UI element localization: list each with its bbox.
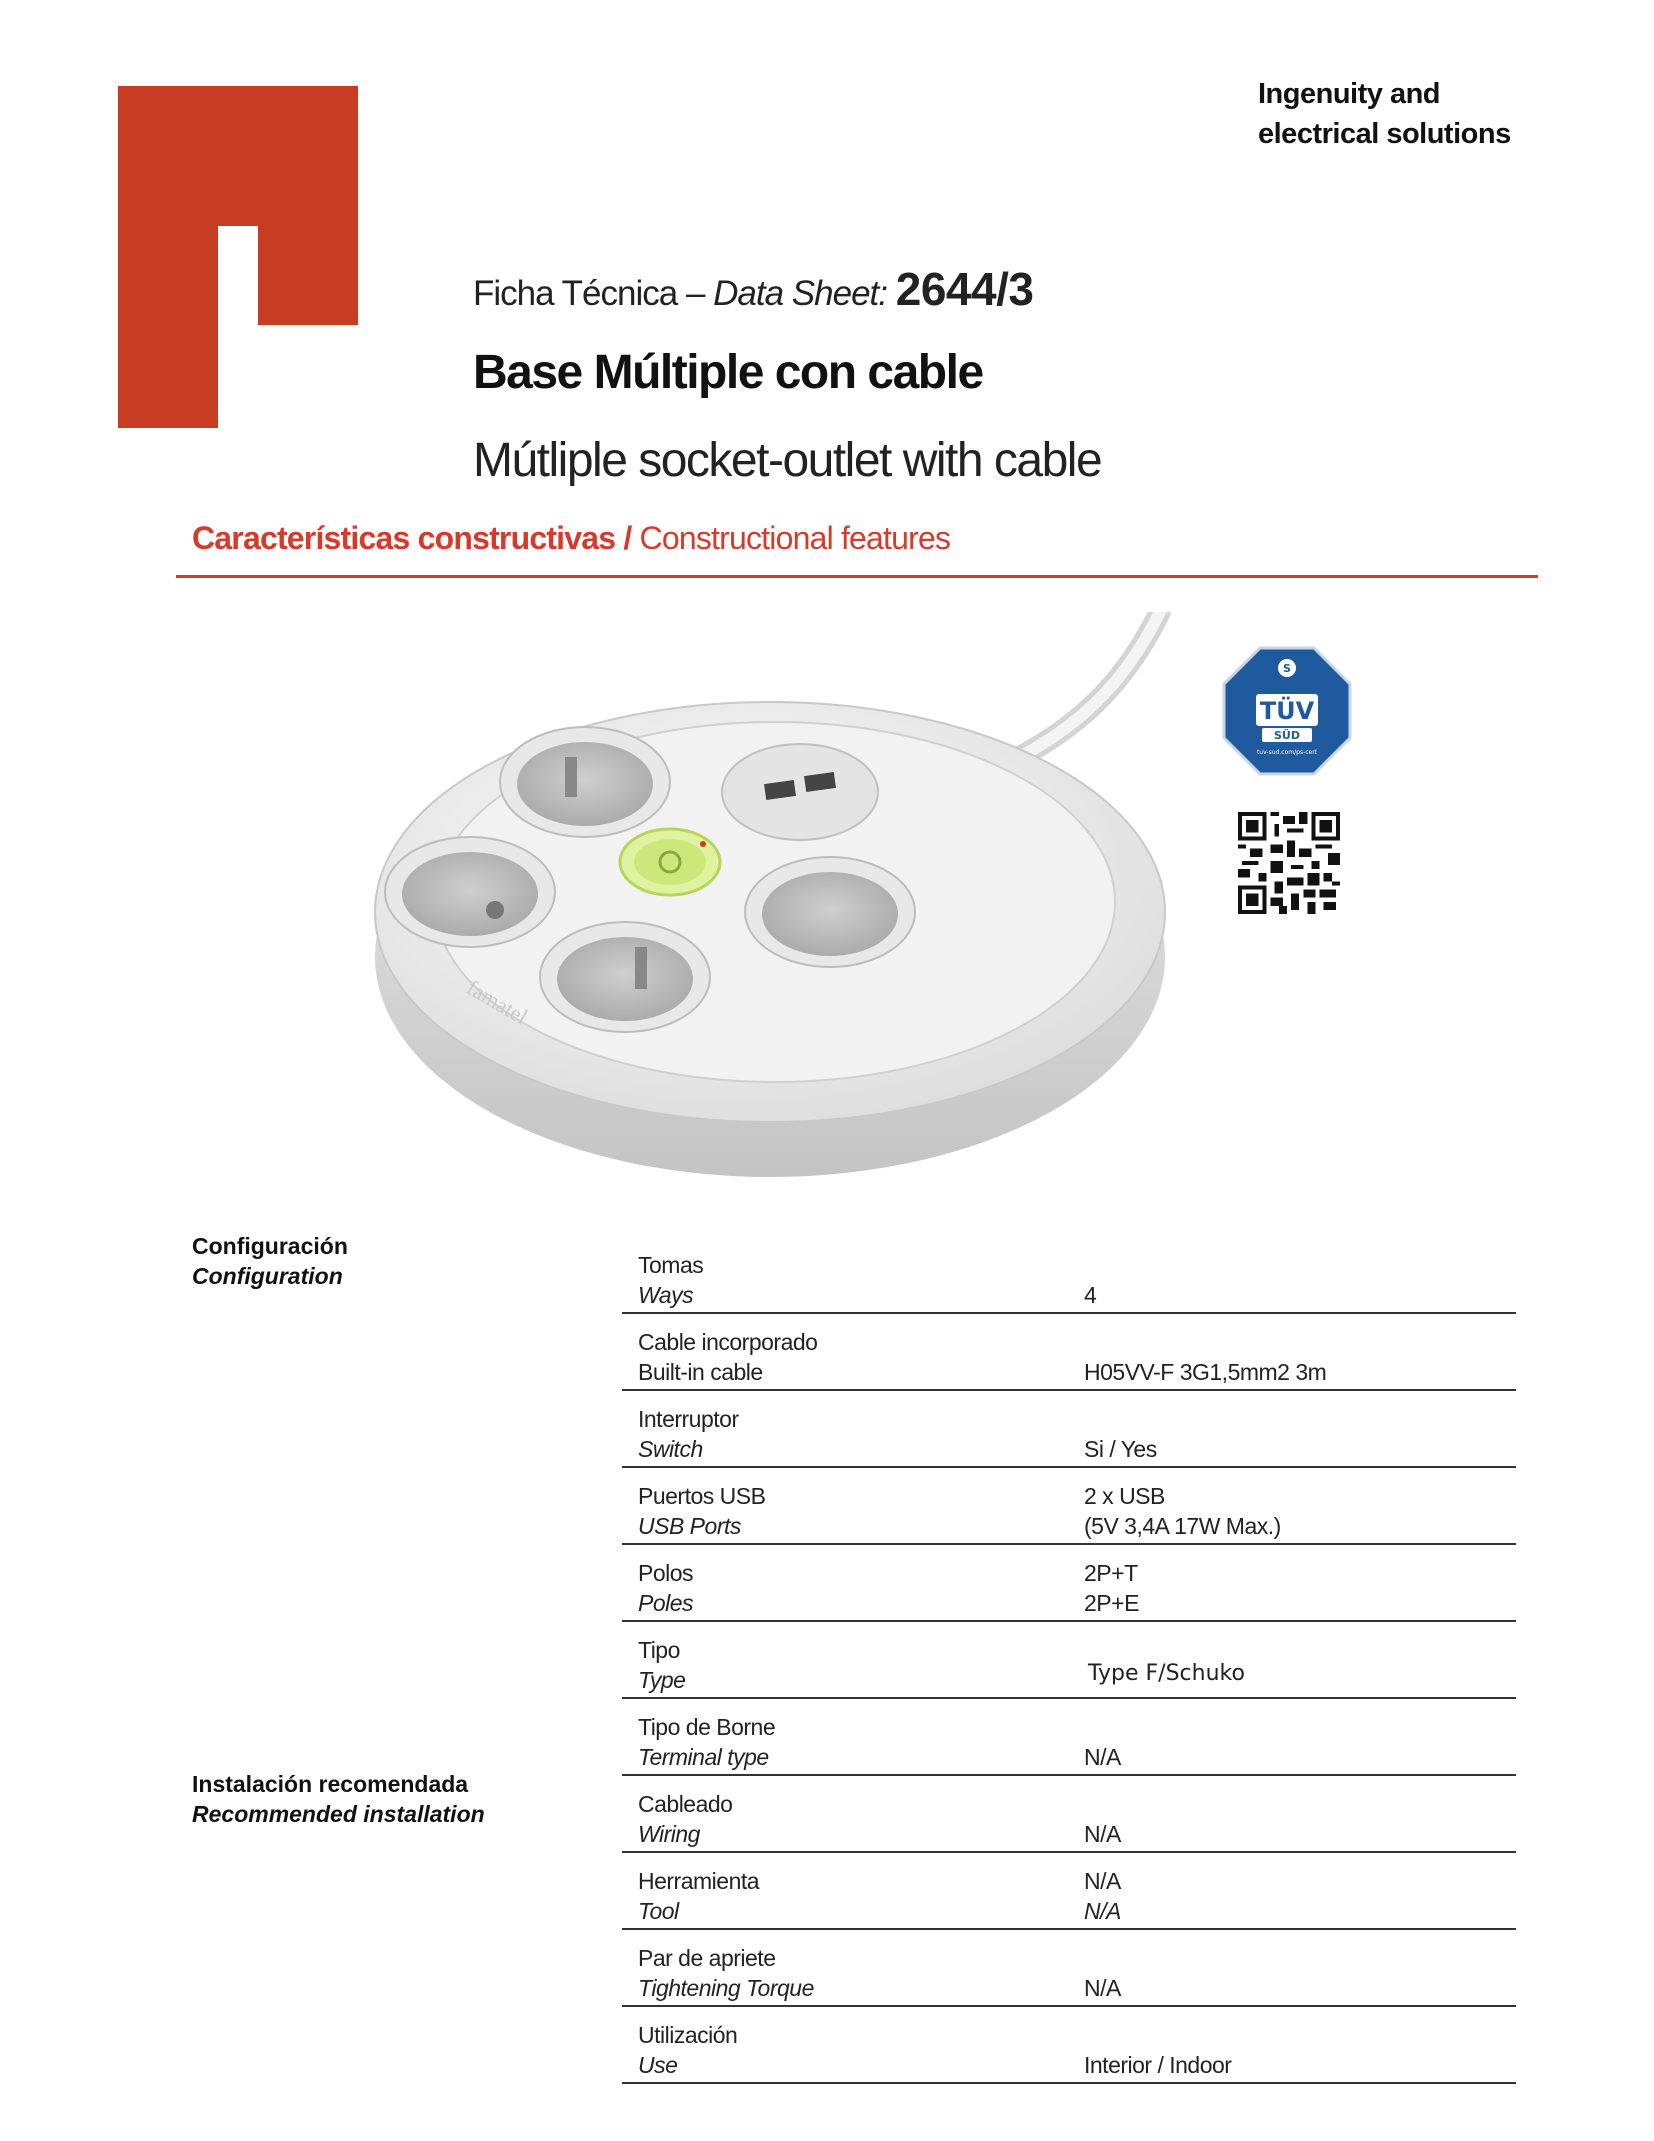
- spec-row-ways: [622, 1237, 1516, 1314]
- svg-text:famatel: famatel: [462, 974, 533, 1030]
- spec-key-en: Tightening Torque: [638, 1975, 814, 2001]
- spec-value-2: N/A: [1084, 1898, 1121, 1924]
- spec-table: [622, 1237, 1516, 2084]
- spec-value: 2 x USB: [1084, 1483, 1165, 1509]
- section-divider: [176, 575, 1538, 578]
- configuration-label-es: Configuración: [192, 1233, 348, 1259]
- spec-row-terminal: [622, 1699, 1516, 1776]
- installation-label: [192, 1769, 485, 1829]
- spec-key-es: Cableado: [638, 1791, 733, 1817]
- spec-key-en: USB Ports: [638, 1513, 741, 1539]
- spec-value: 2P+T: [1084, 1560, 1138, 1586]
- spec-row-use: [622, 2007, 1516, 2084]
- section-heading: [192, 520, 950, 557]
- spec-key-es: Polos: [638, 1560, 694, 1586]
- spec-value: Si / Yes: [1084, 1436, 1157, 1462]
- spec-key-en: Poles: [638, 1590, 694, 1616]
- spec-key-es: Tomas: [638, 1252, 704, 1278]
- configuration-label: [192, 1231, 348, 1291]
- spec-key-en: Built-in cable: [638, 1359, 763, 1385]
- spec-row-cable: [622, 1314, 1516, 1391]
- section-title-es: Características constructivas /: [192, 520, 640, 556]
- spec-key-es: Tipo: [638, 1637, 680, 1663]
- spec-key-es: Tipo de Borne: [638, 1714, 776, 1740]
- spec-row-tool: [622, 1853, 1516, 1930]
- product-image: [370, 612, 1180, 1182]
- spec-row-usb: [622, 1468, 1516, 1545]
- spec-key-en: Ways: [638, 1282, 694, 1308]
- svg-text:tuv-sud.com/ps-cert: tuv-sud.com/ps-cert: [1256, 749, 1318, 756]
- spec-value: Interior / Indoor: [1084, 2052, 1232, 2078]
- spec-key-es: Puertos USB: [638, 1483, 766, 1509]
- spec-key-en: Tool: [638, 1898, 679, 1924]
- spec-key-es: Cable incorporado: [638, 1329, 818, 1355]
- svg-text:SÜD: SÜD: [1274, 729, 1300, 742]
- spec-value: N/A: [1084, 1821, 1121, 1847]
- datasheet-code: 2644/3: [895, 263, 1034, 315]
- spec-row-torque: [622, 1930, 1516, 2007]
- spec-key-en: Use: [638, 2052, 678, 2078]
- datasheet-label-en: Data Sheet:: [713, 274, 896, 313]
- spec-value: N/A: [1084, 1975, 1121, 2001]
- spec-row-poles: [622, 1545, 1516, 1622]
- spec-value: Type F/Schuko: [1088, 1661, 1245, 1686]
- spec-value: N/A: [1084, 1744, 1121, 1770]
- spec-key-en: Type: [638, 1667, 686, 1693]
- spec-row-wiring: [622, 1776, 1516, 1853]
- svg-text:TÜV: TÜV: [1259, 697, 1315, 725]
- product-title-en: Mútliple socket-outlet with cable: [473, 434, 1102, 487]
- installation-label-en: Recommended installation: [192, 1801, 485, 1827]
- datasheet-label-es: Ficha Técnica –: [473, 274, 714, 313]
- svg-text:S: S: [1283, 662, 1291, 675]
- spec-key-es: Utilización: [638, 2022, 738, 2048]
- spec-value: 4: [1084, 1282, 1097, 1308]
- spec-value-2: (5V 3,4A 17W Max.): [1084, 1513, 1281, 1539]
- configuration-label-en: Configuration: [192, 1263, 343, 1289]
- qr-code-icon: [1238, 812, 1340, 914]
- spec-row-type: [622, 1622, 1516, 1699]
- tagline-line-1: Ingenuity and: [1258, 78, 1440, 110]
- spec-key-es: Interruptor: [638, 1406, 739, 1432]
- datasheet-heading: [473, 262, 1033, 316]
- section-title-en: Constructional features: [639, 520, 951, 556]
- spec-key-es: Herramienta: [638, 1868, 760, 1894]
- spec-row-switch: [622, 1391, 1516, 1468]
- tagline-line-2: electrical solutions: [1258, 118, 1511, 150]
- spec-key-en: Wiring: [638, 1821, 700, 1847]
- spec-value-2: 2P+E: [1084, 1590, 1139, 1616]
- brand-logo: [118, 86, 358, 428]
- spec-key-en: Terminal type: [638, 1744, 769, 1770]
- spec-key-en: Switch: [638, 1436, 703, 1462]
- installation-label-es: Instalación recomendada: [192, 1771, 469, 1797]
- spec-value: H05VV-F 3G1,5mm2 3m: [1084, 1359, 1327, 1385]
- spec-value: N/A: [1084, 1868, 1121, 1894]
- brand-tagline: [1258, 74, 1511, 154]
- spec-key-es: Par de apriete: [638, 1945, 776, 1971]
- tuv-certification-icon: [1222, 646, 1352, 776]
- product-title-es: Base Múltiple con cable: [473, 346, 983, 399]
